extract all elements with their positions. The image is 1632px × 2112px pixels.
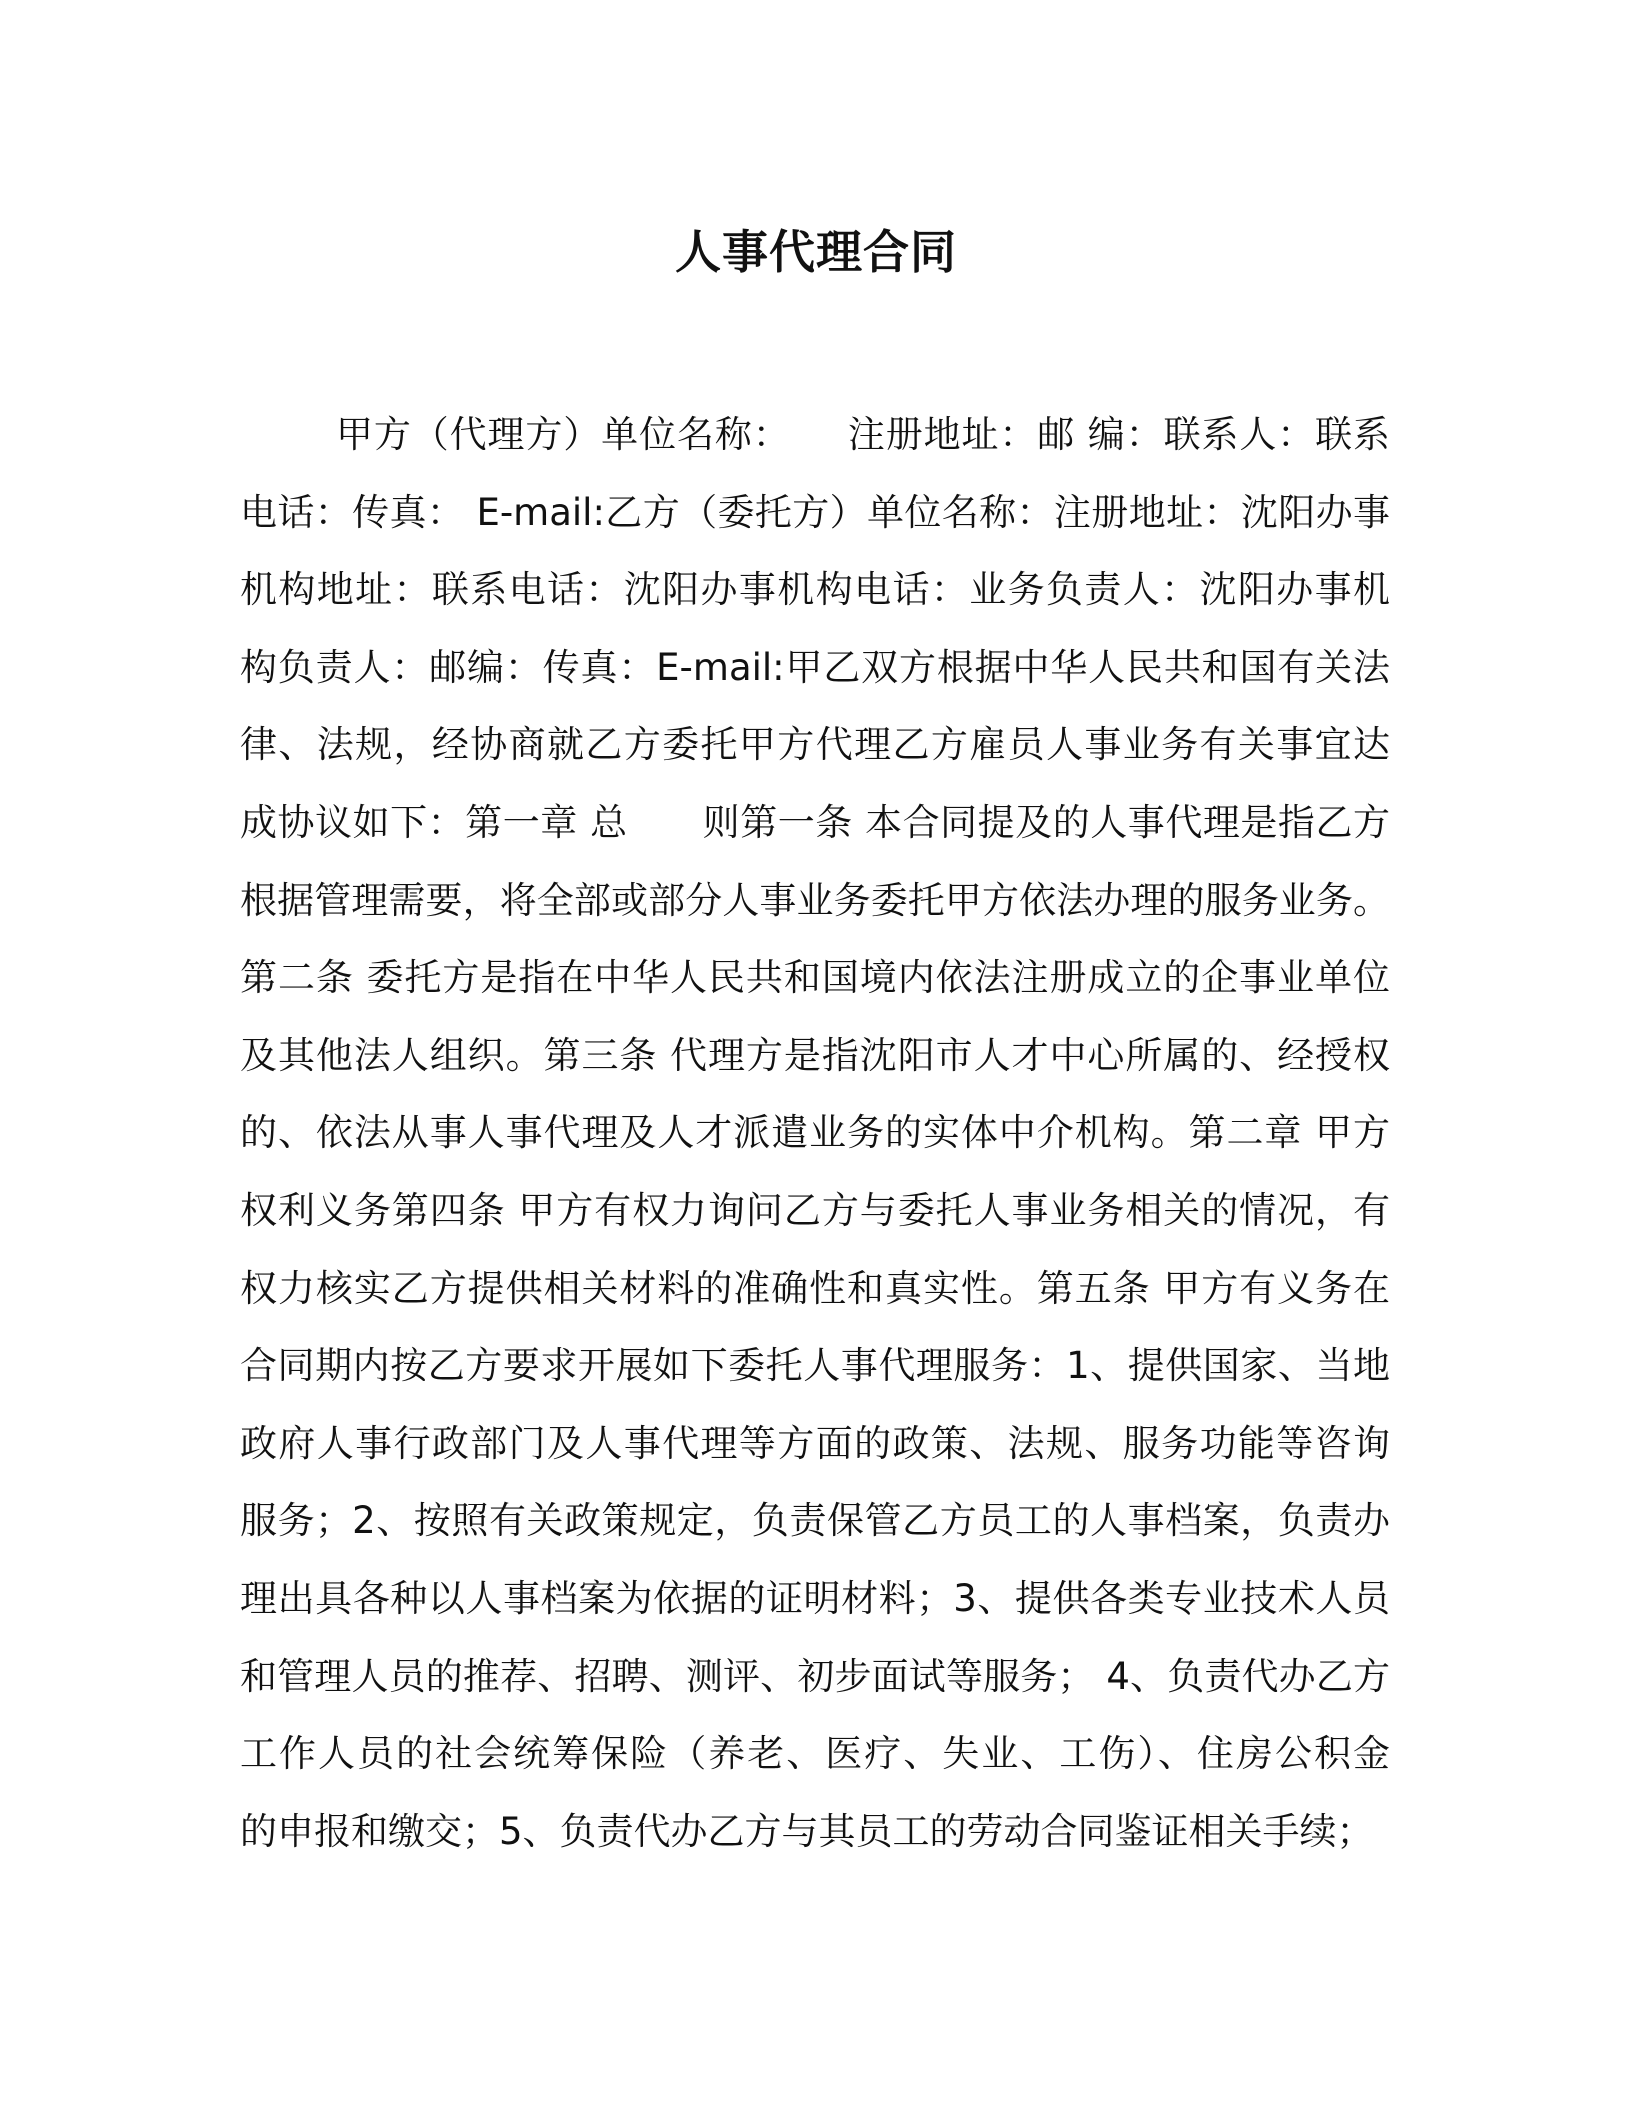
body-line: 第二条 委托方是指在中华人民共和国境内依法注册成立的企事业单位: [240, 956, 1390, 1000]
body-line: 服务；2、按照有关政策规定，负责保管乙方员工的人事档案，负责办: [240, 1499, 1390, 1543]
body-line: 政府人事行政部门及人事代理等方面的政策、法规、服务功能等咨询: [240, 1421, 1390, 1465]
body-line: 的、依法从事人事代理及人才派遣业务的实体中介机构。第二章 甲方: [240, 1111, 1390, 1155]
body-line: 合同期内按乙方要求开展如下委托人事代理服务：1、提供国家、当地: [240, 1344, 1390, 1388]
body-line: 权利义务第四条 甲方有权力询问乙方与委托人事业务相关的情况，有: [240, 1188, 1390, 1232]
body-line: 工作人员的社会统筹保险（养老、医疗、失业、工伤）、住房公积金: [240, 1732, 1390, 1776]
body-line: 成协议如下：第一章 总 则第一条 本合同提及的人事代理是指乙方: [240, 800, 1390, 844]
body-line: 和管理人员的推荐、招聘、测评、初步面试等服务； 4、负责代办乙方: [240, 1654, 1390, 1698]
body-line: 及其他法人组织。第三条 代理方是指沈阳市人才中心所属的、经授权: [240, 1033, 1390, 1077]
body-line: 机构地址：联系电话：沈阳办事机构电话：业务负责人：沈阳办事机: [240, 568, 1390, 612]
body-line: 构负责人：邮编：传真：E-mail:甲乙双方根据中华人民共和国有关法: [240, 645, 1390, 689]
body-line: 电话：传真： E-mail:乙方（委托方）单位名称：注册地址：沈阳办事: [240, 490, 1390, 534]
body-line: 甲方（代理方）单位名称： 注册地址：邮 编：联系人：联系: [336, 413, 1390, 456]
body-line: 权力核实乙方提供相关材料的准确性和真实性。第五条 甲方有义务在: [240, 1266, 1390, 1310]
body-line: 理出具各种以人事档案为依据的证明材料；3、提供各类专业技术人员: [240, 1576, 1390, 1620]
document-title: 人事代理合同: [675, 225, 957, 279]
document-body: [240, 396, 1390, 1870]
body-line: 律、法规，经协商就乙方委托甲方代理乙方雇员人事业务有关事宜达: [240, 723, 1390, 767]
body-line: 的申报和缴交；5、负责代办乙方与其员工的劳动合同鉴证相关手续；: [240, 1809, 1374, 1853]
body-line: 根据管理需要，将全部或部分人事业务委托甲方依法办理的服务业务。: [240, 878, 1390, 922]
